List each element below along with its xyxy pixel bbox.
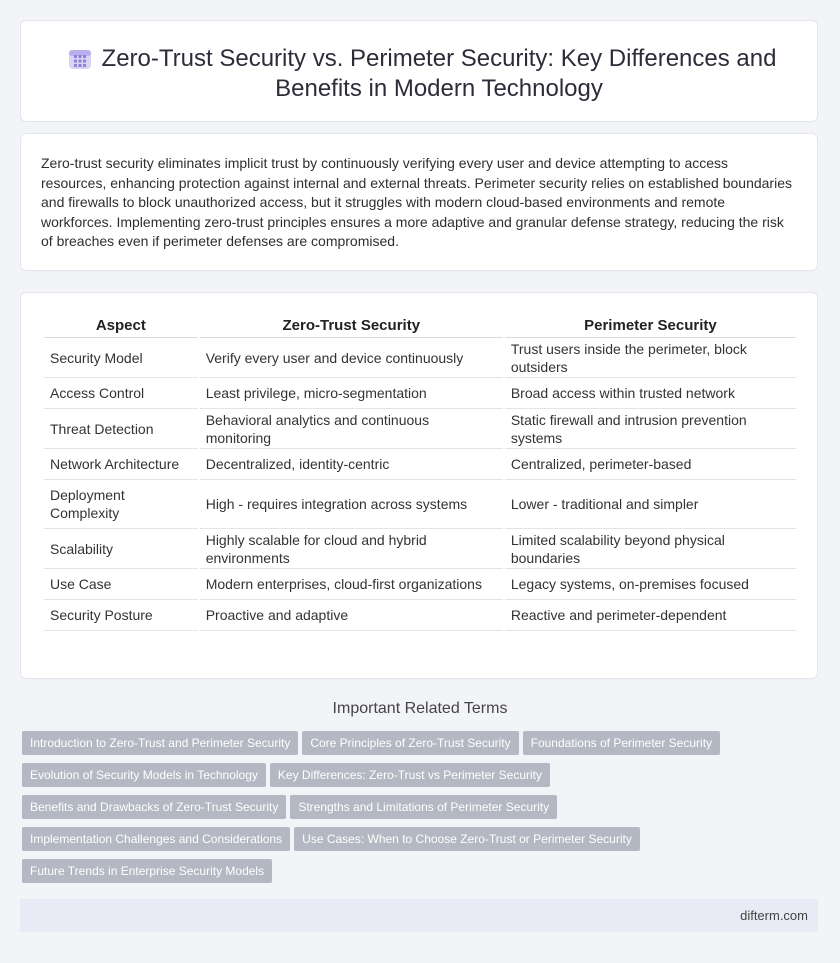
table-cell: Security Model <box>44 338 198 378</box>
table-row <box>44 449 796 480</box>
comparison-table-card <box>20 292 818 679</box>
related-term-tag[interactable]: Implementation Challenges and Considerations <box>22 827 290 851</box>
related-term-tag[interactable]: Core Principles of Zero-Trust Security <box>302 731 518 755</box>
related-term-tag[interactable]: Evolution of Security Models in Technology <box>22 763 266 787</box>
table-cell: Network Architecture <box>44 449 198 480</box>
related-term-tag[interactable]: Future Trends in Enterprise Security Models <box>22 859 272 883</box>
tag-row <box>22 859 812 891</box>
intro-card <box>20 133 818 271</box>
table-cell: Trust users inside the perimeter, block outsiders <box>505 338 796 378</box>
related-terms-heading: Important Related Terms <box>332 700 508 717</box>
column-header-perimeter: Perimeter Security <box>505 309 796 338</box>
table-cell: Behavioral analytics and continuous monitoring <box>200 409 503 449</box>
table-row <box>44 409 796 449</box>
table-cell: Scalability <box>44 529 198 569</box>
table-cell: Access Control <box>44 378 198 409</box>
related-terms-list <box>22 731 812 891</box>
related-term-tag[interactable]: Strengths and Limitations of Perimeter Security <box>290 795 557 819</box>
table-cell: High - requires integration across systems <box>200 480 503 529</box>
table-cell: Decentralized, identity-centric <box>200 449 503 480</box>
tag-row <box>22 763 812 795</box>
column-header-aspect: Aspect <box>44 309 198 338</box>
table-cell: Modern enterprises, cloud-first organizations <box>200 569 503 600</box>
related-term-tag[interactable]: Key Differences: Zero-Trust vs Perimeter Security <box>270 763 550 787</box>
footer <box>20 899 818 932</box>
table-cell: Static firewall and intrusion prevention systems <box>505 409 796 449</box>
table-cell: Lower - traditional and simpler <box>505 480 796 529</box>
table-cell: Broad access within trusted network <box>505 378 796 409</box>
related-term-tag[interactable]: Benefits and Drawbacks of Zero-Trust Security <box>22 795 286 819</box>
table-cell: Security Posture <box>44 600 198 631</box>
table-row <box>44 529 796 569</box>
table-cell: Use Case <box>44 569 198 600</box>
table-cell: Reactive and perimeter-dependent <box>505 600 796 631</box>
table-cell: Legacy systems, on-premises focused <box>505 569 796 600</box>
related-term-tag[interactable]: Use Cases: When to Choose Zero-Trust or Perimeter Security <box>294 827 640 851</box>
comparison-table <box>42 309 798 631</box>
table-row <box>44 378 796 409</box>
table-cell: Deployment Complexity <box>44 480 198 529</box>
title-card <box>20 20 818 122</box>
table-header-row <box>44 309 796 338</box>
page-title: Zero-Trust Security vs. Perimeter Security: Key Differences and Benefits in Modern Technology <box>101 45 777 102</box>
column-header-zero-trust: Zero-Trust Security <box>200 309 503 338</box>
table-cell: Least privilege, micro-segmentation <box>200 378 503 409</box>
title-wrap <box>21 44 817 104</box>
table-row <box>44 338 796 378</box>
footer-site-link[interactable]: difterm.com <box>740 908 808 923</box>
table-cell: Centralized, perimeter-based <box>505 449 796 480</box>
tag-row <box>22 827 812 859</box>
table-row <box>44 600 796 631</box>
intro-paragraph: Zero-trust security eliminates implicit trust by continuously verifying every user and device attempting to access resources, enhancing protection against internal and external threats. Perimeter security relies on established boundaries and firewalls to block unauthorized access, but it struggles with modern cloud-based environments and remote workforces. Implementing zero-trust principles ensures a more adaptive and granular defense strategy, reducing the risk of breaches even if perimeter defenses are compromised. <box>41 155 792 249</box>
related-term-tag[interactable]: Foundations of Perimeter Security <box>523 731 720 755</box>
table-row <box>44 569 796 600</box>
table-cell: Highly scalable for cloud and hybrid environments <box>200 529 503 569</box>
table-cell: Limited scalability beyond physical boundaries <box>505 529 796 569</box>
related-term-tag[interactable]: Introduction to Zero-Trust and Perimeter Security <box>22 731 298 755</box>
table-cell: Verify every user and device continuously <box>200 338 503 378</box>
tag-row <box>22 731 812 763</box>
table-cell: Threat Detection <box>44 409 198 449</box>
table-row <box>44 480 796 529</box>
tag-row <box>22 795 812 827</box>
table-cell: Proactive and adaptive <box>200 600 503 631</box>
